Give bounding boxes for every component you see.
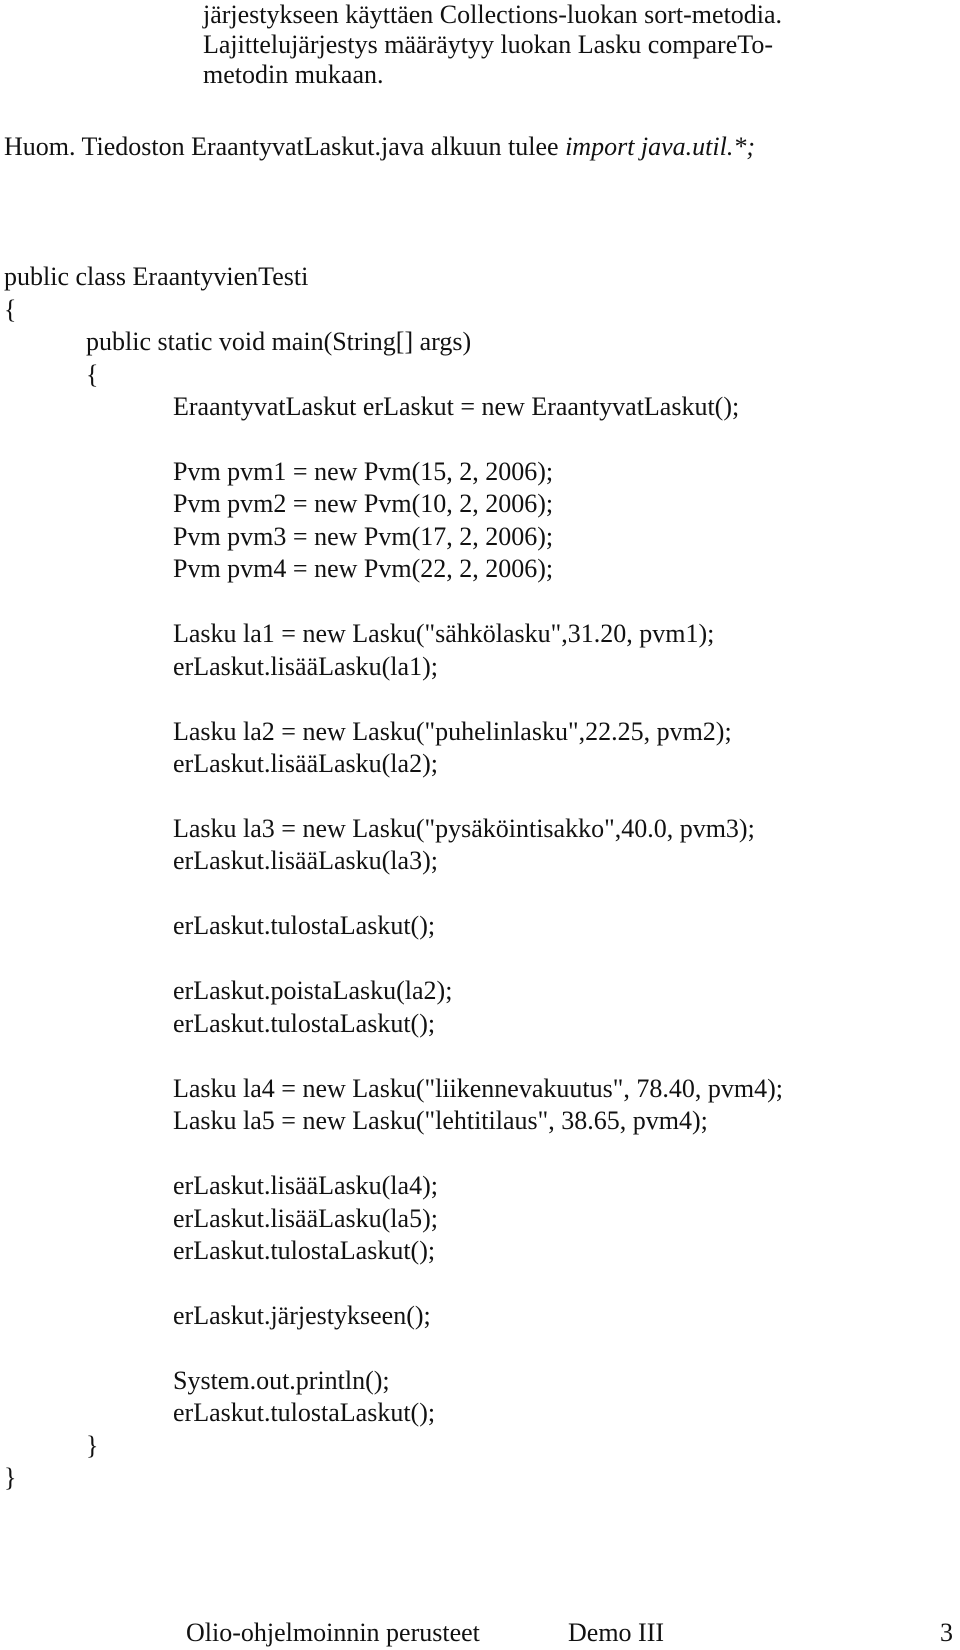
code-line: erLaskut.tulostaLaskut(); xyxy=(173,1009,436,1038)
code-line: Lasku la2 = new Lasku("puhelinlasku",22.25, pvm2); xyxy=(173,717,732,746)
code-line: erLaskut.lisääLasku(la3); xyxy=(173,846,438,875)
intro-line: Lajittelujärjestys määräytyy luokan Lasku compareTo- xyxy=(203,30,773,59)
intro-line: metodin mukaan. xyxy=(203,60,384,89)
code-line: Pvm pvm3 = new Pvm(17, 2, 2006); xyxy=(173,522,554,551)
code-line: Pvm pvm1 = new Pvm(15, 2, 2006); xyxy=(173,457,554,486)
code-line: erLaskut.järjestykseen(); xyxy=(173,1301,431,1330)
method-declaration: public static void main(String[] args) xyxy=(86,327,472,356)
code-line: erLaskut.tulostaLaskut(); xyxy=(173,1236,436,1265)
footer-page-number: 3 xyxy=(940,1618,953,1647)
code-line: erLaskut.lisääLasku(la5); xyxy=(173,1204,438,1233)
code-line: Pvm pvm4 = new Pvm(22, 2, 2006); xyxy=(173,554,554,583)
code-line: Pvm pvm2 = new Pvm(10, 2, 2006); xyxy=(173,489,554,518)
code-line: erLaskut.lisääLasku(la1); xyxy=(173,652,438,681)
footer-course-title: Olio-ohjelmoinnin perusteet xyxy=(186,1618,480,1647)
code-line: erLaskut.tulostaLaskut(); xyxy=(173,911,436,940)
code-line: Lasku la1 = new Lasku("sähkölasku",31.20, pvm1); xyxy=(173,619,715,648)
import-note xyxy=(4,132,755,162)
code-line: Lasku la4 = new Lasku("liikennevakuutus", 78.40, pvm4); xyxy=(173,1074,783,1103)
code-line: erLaskut.poistaLasku(la2); xyxy=(173,976,453,1005)
code-line: System.out.println(); xyxy=(173,1366,390,1395)
intro-line: järjestykseen käyttäen Collections-luokan sort-metodia. xyxy=(203,0,783,29)
footer-demo-label: Demo III xyxy=(568,1618,665,1647)
code-line: EraantyvatLaskut erLaskut = new EraantyvatLaskut(); xyxy=(173,392,740,421)
method-open-brace: { xyxy=(86,360,99,389)
code-line: Lasku la3 = new Lasku("pysäköintisakko",40.0, pvm3); xyxy=(173,814,755,843)
class-open-brace: { xyxy=(4,295,17,324)
import-statement: import java.util.*; xyxy=(565,132,756,161)
code-line: erLaskut.lisääLasku(la2); xyxy=(173,749,438,778)
code-line: erLaskut.lisääLasku(la4); xyxy=(173,1171,438,1200)
class-close-brace: } xyxy=(4,1463,17,1492)
class-declaration: public class EraantyvienTesti xyxy=(4,262,309,291)
code-line: erLaskut.tulostaLaskut(); xyxy=(173,1398,436,1427)
import-note-text: Huom. Tiedoston EraantyvatLaskut.java alkuun tulee xyxy=(4,132,566,161)
code-line: Lasku la5 = new Lasku("lehtitilaus", 38.65, pvm4); xyxy=(173,1106,708,1135)
method-close-brace: } xyxy=(86,1431,99,1460)
